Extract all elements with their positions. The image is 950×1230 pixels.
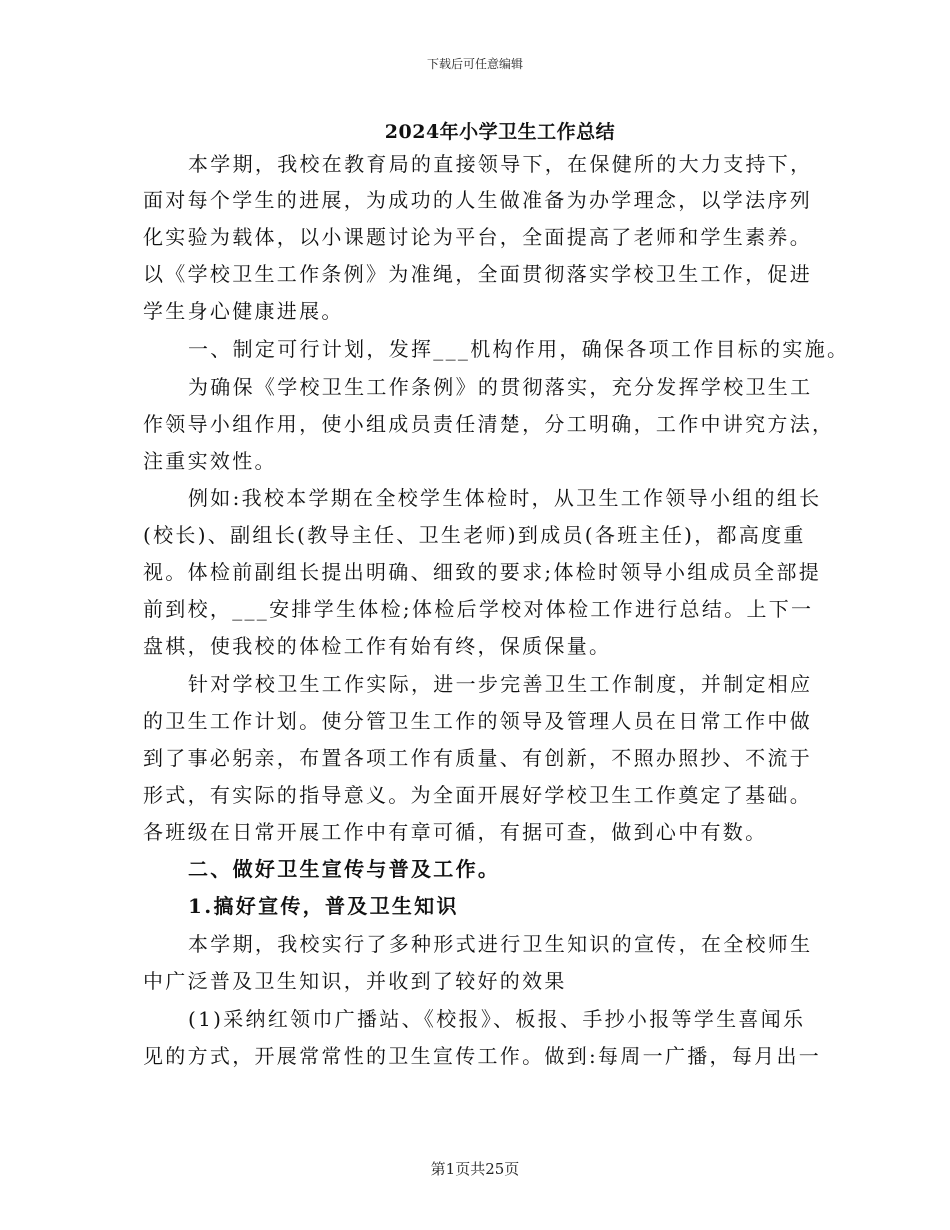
paragraph-line: 到了事必躬亲，布置各项工作有质量、有创新，不照办照抄、不流于: [143, 746, 812, 770]
paragraph-line: 各班级在日常开展工作中有章可循，有据可查，做到心中有数。: [143, 820, 768, 844]
section-heading-line: 二、做好卫生宣传与普及工作。: [188, 857, 501, 881]
paragraph-line: 针对学校卫生工作实际，进一步完善卫生工作制度，并制定相应: [188, 672, 813, 696]
paragraph-line: (校长)、副组长(教导主任、卫生老师)到成员(各班主任)，都高度重: [143, 523, 806, 547]
header-note: 下载后可任意编辑: [426, 57, 523, 71]
section-heading-line: 一、制定可行计划，发挥___机构作用，确保各项工作目标的实施。: [188, 337, 850, 361]
paragraph-line: 注重实效性。: [143, 449, 277, 473]
paragraph-line: 化实验为载体，以小课题讨论为平台，全面提高了老师和学生素养。: [143, 225, 812, 249]
paragraph-line: (1)采纳红领巾广播站、《校报》、板报、手抄小报等学生喜闻乐: [188, 1007, 806, 1031]
paragraph-line: 作领导小组作用，使小组成员责任清楚，分工明确，工作中讲究方法，: [143, 412, 835, 436]
paragraph-line: 见的方式，开展常常性的卫生宣传工作。做到:每周一广播，每月出一: [143, 1044, 822, 1068]
paragraph-line: 前到校，___安排学生体检;体检后学校对体检工作进行总结。上下一: [143, 597, 814, 621]
paragraph-line: 中广泛普及卫生知识，并收到了较好的效果: [143, 969, 567, 993]
paragraph-line: 例如:我校本学期在全校学生体检时，从卫生工作领导小组的组长: [188, 486, 822, 510]
paragraph-line: 学生身心健康进展。: [143, 299, 344, 323]
subsection-heading-line: 1.搞好宣传，普及卫生知识: [188, 894, 459, 918]
paragraph-line: 盘棋，使我校的体检工作有始有终，保质保量。: [143, 634, 612, 658]
paragraph-line: 的卫生工作计划。使分管卫生工作的领导及管理人员在日常工作中做: [143, 709, 812, 733]
document-title: 2024年小学卫生工作总结: [384, 121, 616, 143]
paragraph-line: 以《学校卫生工作条例》为准绳，全面贯彻落实学校卫生工作，促进: [143, 262, 812, 286]
paragraph-line: 视。体检前副组长提出明确、细致的要求;体检时领导小组成员全部提: [143, 560, 822, 584]
page-number: 第1页共25页: [430, 1160, 520, 1178]
paragraph-line: 本学期，我校实行了多种形式进行卫生知识的宣传，在全校师生: [188, 932, 813, 956]
paragraph-line: 形式，有实际的指导意义。为全面开展好学校卫生工作奠定了基础。: [143, 783, 812, 807]
paragraph-line: 为确保《学校卫生工作条例》的贯彻落实，充分发挥学校卫生工: [188, 375, 813, 399]
paragraph-line: 面对每个学生的进展，为成功的人生做准备为办学理念，以学法序列: [143, 188, 812, 212]
paragraph-line: 本学期，我校在教育局的直接领导下，在保健所的大力支持下，: [188, 152, 813, 176]
